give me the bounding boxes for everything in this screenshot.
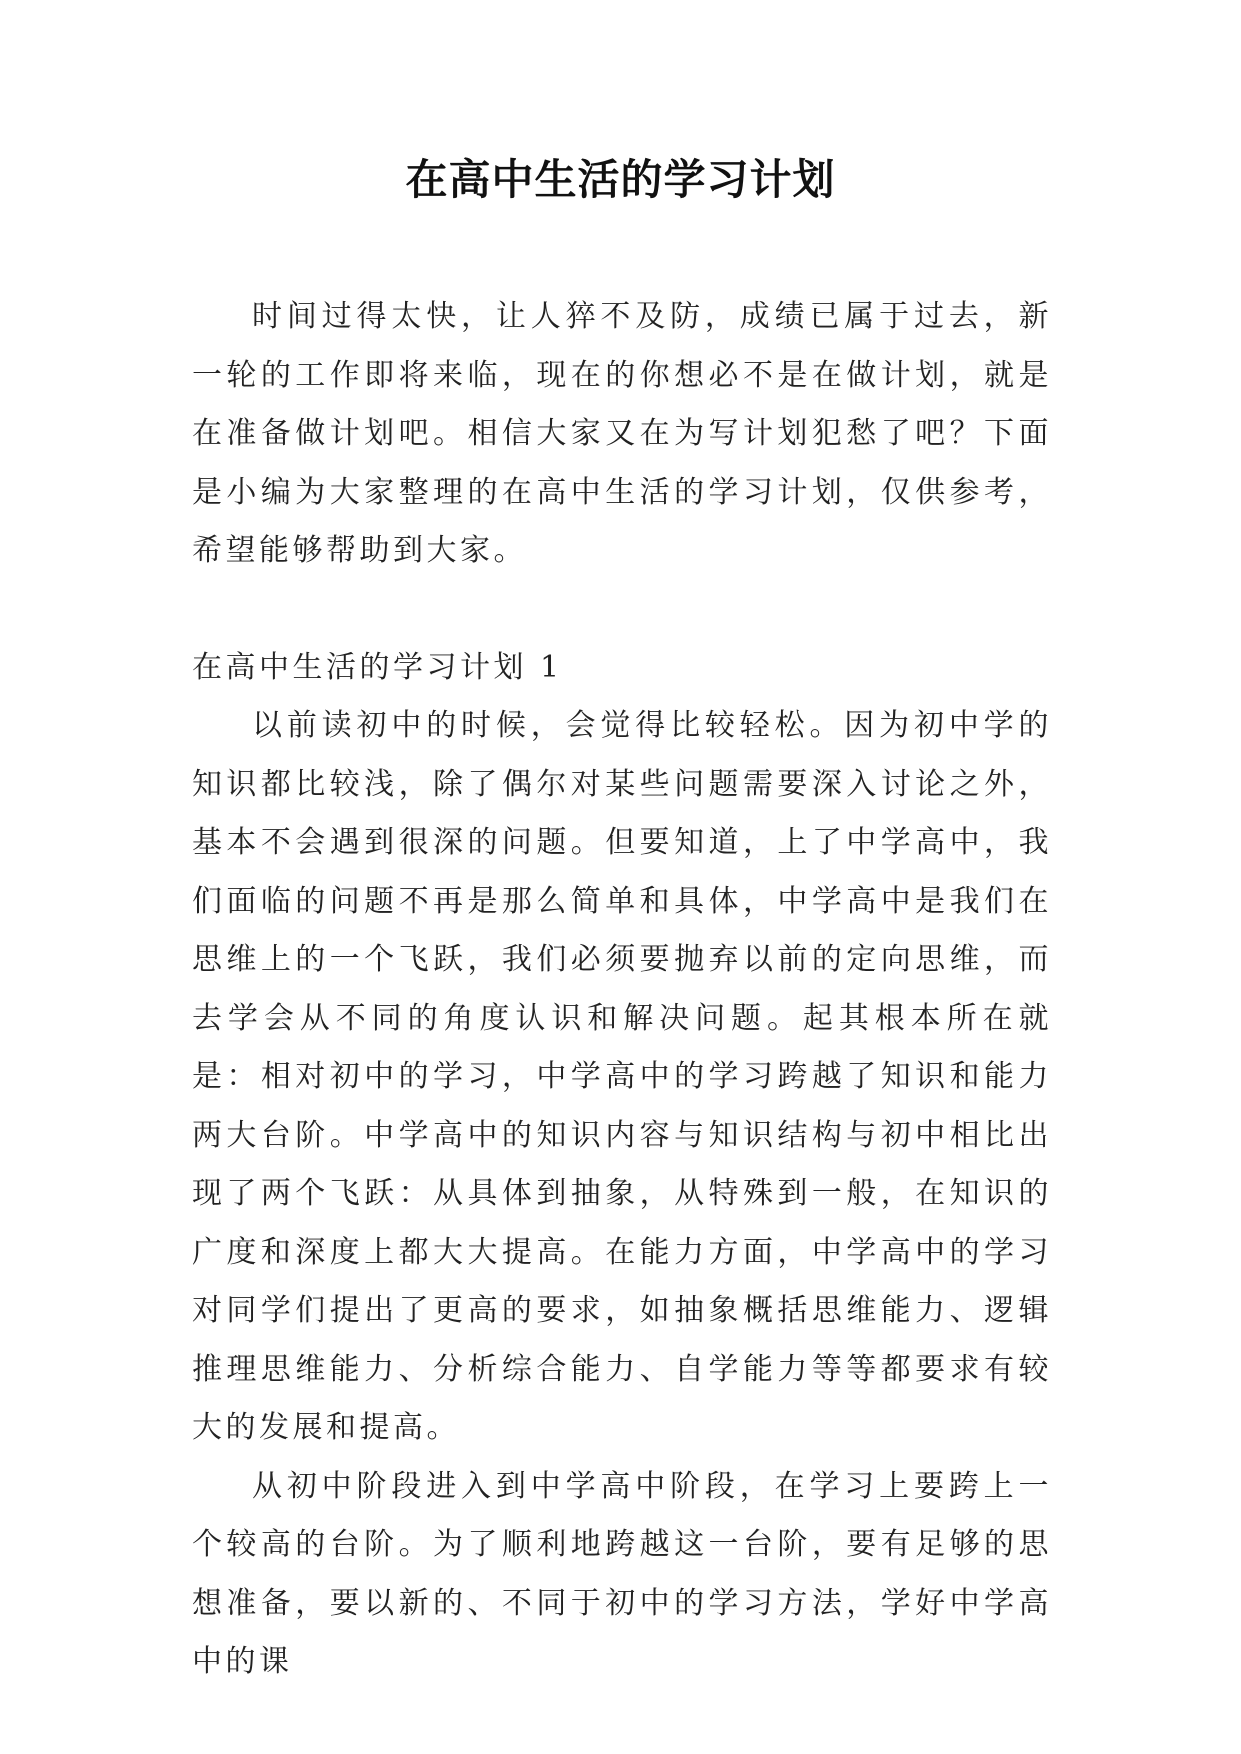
body-paragraph: 以前读初中的时候，会觉得比较轻松。因为初中学的知识都比较浅，除了偶尔对某些问题需要深入讨论之外，基本不会遇到很深的问题。但要知道，上了中学高中，我们面临的问题不再是那么简单和具体，中学高中是我们在思维上的一个飞跃，我们必须要抛弃以前的定向思维，而去学会从不同的角度认识和解决问题。起其根本所在就是：相对初中的学习，中学高中的学习跨越了知识和能力两大台阶。中学高中的知识内容与知识结构与初中相比出现了两个飞跃：从具体到抽象，从特殊到一般，在知识的广度和深度上都大大提高。在能力方面，中学高中的学习对同学们提出了更高的要求，如抽象概括思维能力、逻辑推理思维能力、分析综合能力、自学能力等等都要求有较大的发展和提高。 <box>192 708 1052 1445</box>
section-heading: 在高中生活的学习计划 1 <box>192 649 563 685</box>
body-paragraph: 从初中阶段进入到中学高中阶段，在学习上要跨上一个较高的台阶。为了顺利地跨越这一台阶，要有足够的思想准备，要以新的、不同于初中的学习方法，学好中学高中的课 <box>192 1468 1052 1679</box>
intro-paragraph: 时间过得太快，让人猝不及防，成绩已属于过去，新一轮的工作即将来临，现在的你想必不是在做计划，就是在准备做计划吧。相信大家又在为写计划犯愁了吧？下面是小编为大家整理的在高中生活的学习计划，仅供参考，希望能够帮助到大家。 <box>192 299 1052 568</box>
document-title: 在高中生活的学习计划 <box>405 155 836 204</box>
document-body <box>192 288 1052 1692</box>
